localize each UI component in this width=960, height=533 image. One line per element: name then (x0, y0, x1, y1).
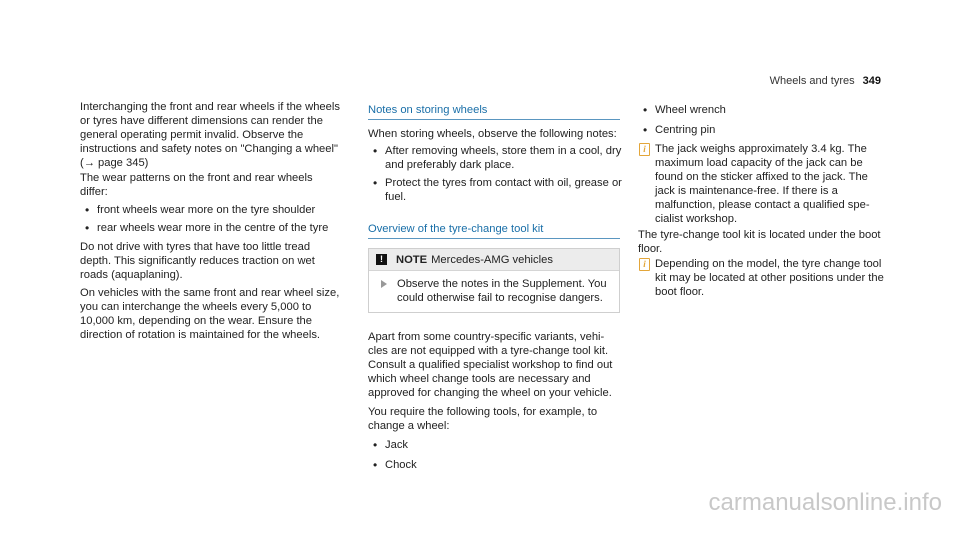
triangle-bullet-icon (381, 280, 387, 288)
paragraph-tread-depth: Do not drive with tyres that have too little tread depth. This significantly reduces traction on wet roads (aquaplaning). (80, 241, 315, 281)
section-title-toolkit: Overview of the tyre-change tool kit (368, 222, 620, 239)
info-jack (638, 142, 888, 226)
note-body (369, 271, 619, 312)
info-icon: i (639, 143, 650, 156)
wear-list (80, 203, 342, 235)
tools-list (368, 438, 626, 472)
storing-list (368, 144, 626, 204)
page-number: 349 (862, 75, 881, 87)
paragraph-toolkit-location: The tyre-change tool kit is located under the boot floor. (638, 229, 881, 255)
column-2 (368, 103, 626, 472)
info-location-text: Depending on the model, the tyre change tool kit may be located at other positions under the boot floor. (655, 258, 884, 298)
note-word: NOTE (396, 253, 428, 266)
column-1 (80, 100, 342, 342)
list-item: • After removing wheels, store them in a cool, dry and preferably dark place. (368, 144, 626, 172)
column-3 (638, 103, 888, 299)
paragraph-require-tools: You require the following tools, for example, to change a wheel: (368, 406, 598, 432)
paragraph-interchanging: Interchanging the front and rear wheels if the wheels or tyres have different dimensions can render the general operating permit invalid. Observe the instructions and safety notes on "Changing a wheel" (→ page 345) (80, 101, 340, 169)
paragraph-storing-intro: When storing wheels, observe the following notes: (368, 128, 617, 140)
watermark: carmanualsonline.info (708, 489, 942, 516)
info-jack-text: The jack weighs approximately 3.4 kg. The maximum load capacity of the jack can be found on the sticker affixed to the jack. The jack is maintenance-free. If there is a malfunction, please contact a qualified spe- cialist workshop. (655, 143, 870, 225)
note-box (368, 248, 620, 313)
list-item: • rear wheels wear more in the centre of the tyre (80, 221, 342, 235)
section-label: Wheels and tyres (769, 75, 855, 87)
exclamation-icon: ! (376, 254, 387, 265)
list-item: • Protect the tyres from contact with oil, grease or fuel. (368, 176, 626, 204)
list-item: • Jack (368, 438, 626, 452)
info-icon: i (639, 258, 650, 271)
paragraph-interchange-interval: On vehicles with the same front and rear wheel size, you can interchange the wheels every 5,000 to 10,000 km, depending on the wear. Ensure the direction of rotation is maintained for the wheels. (80, 287, 340, 341)
page-header (770, 74, 881, 88)
paragraph-not-equipped: Apart from some country-specific variants, vehi- cles are not equipped with a tyre-change tool kit. Consult a qualified specialist workshop to find out which wheel change tools are necessary and approved for changing the wheel on your vehicle. (368, 331, 613, 399)
info-location (638, 257, 888, 299)
list-item: • Centring pin (638, 123, 888, 137)
tools-list-continued (638, 103, 888, 137)
list-item: • Chock (368, 458, 626, 472)
paragraph-wear-patterns: The wear patterns on the front and rear wheels differ: (80, 172, 313, 198)
section-title-storing: Notes on storing wheels (368, 103, 620, 120)
note-text: Observe the notes in the Supplement. You could otherwise fail to recognise dangers. (397, 278, 607, 304)
list-item: • front wheels wear more on the tyre shoulder (80, 203, 342, 217)
note-label: Mercedes-AMG vehicles (431, 253, 553, 266)
list-item: • Wheel wrench (638, 103, 888, 117)
note-header (369, 249, 619, 271)
